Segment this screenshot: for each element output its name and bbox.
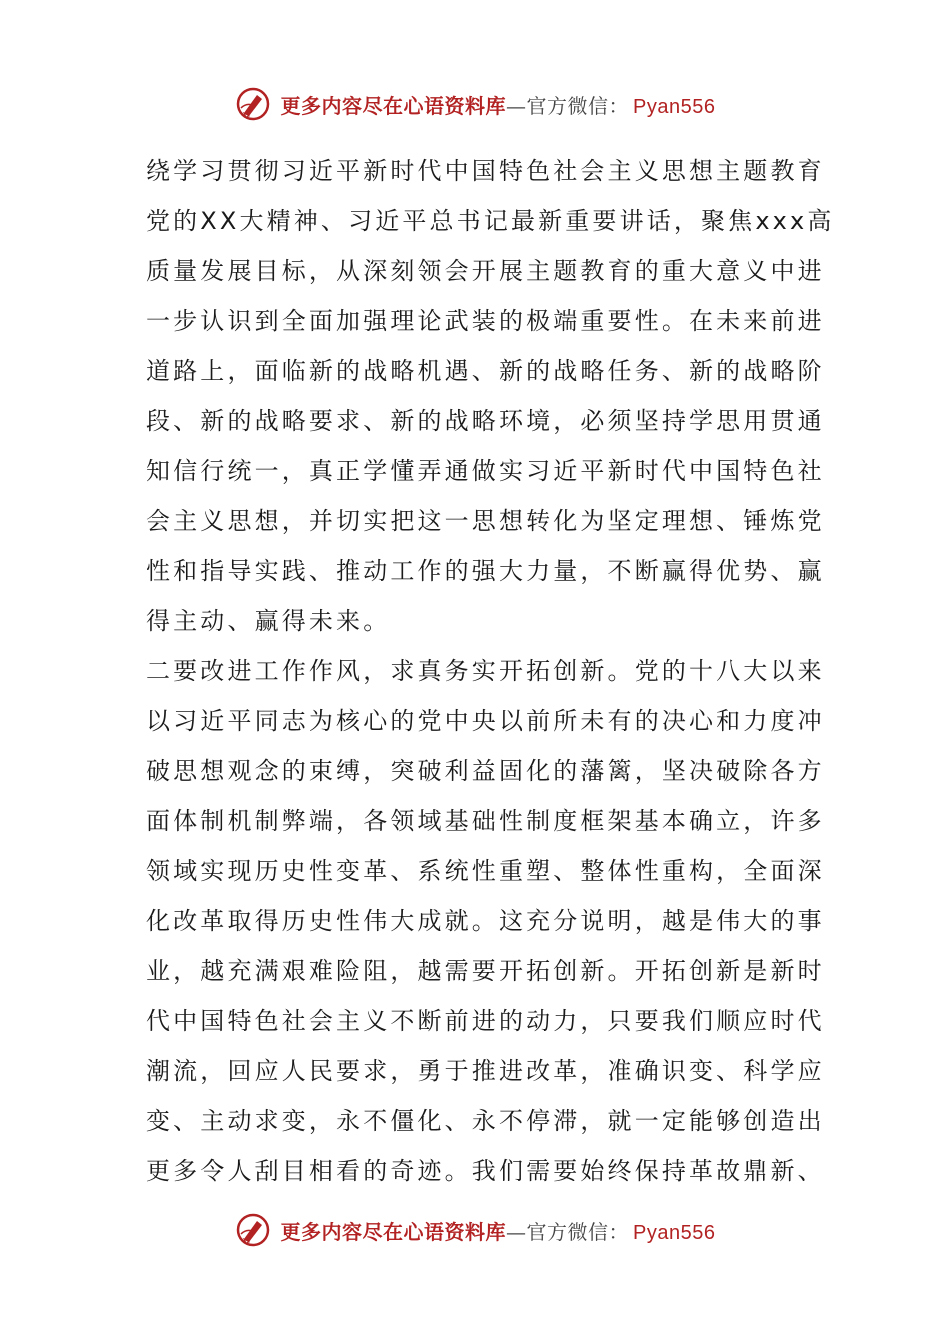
text-line: 业，越充满艰难险阻，越需要开拓创新。开拓创新是新时 bbox=[146, 957, 825, 985]
text-line: 以习近平同志为核心的党中央以前所未有的决心和力度冲 bbox=[146, 707, 825, 735]
text-line: 领域实现历史性变革、系统性重塑、整体性重构，全面深 bbox=[146, 857, 825, 885]
text-line: 绕学习贯彻习近平新时代中国特色社会主义思想主题教育 bbox=[146, 157, 825, 185]
text-line: 党的XX大精神、习近平总书记最新重要讲话，聚焦xxx高 bbox=[146, 207, 835, 235]
text-line: 段、新的战略要求、新的战略环境，必须坚持学思用贯通 bbox=[146, 407, 825, 435]
text-line: 质量发展目标，从深刻领会开展主题教育的重大意义中进 bbox=[146, 257, 825, 285]
header-brand: 更多内容尽在心语资料库 bbox=[280, 93, 507, 118]
footer-text bbox=[281, 1216, 716, 1245]
text-line: 知信行统一，真正学懂弄通做实习近平新时代中国特色社 bbox=[146, 457, 825, 485]
footer-label: —官方微信： bbox=[506, 1219, 630, 1244]
text-line: 性和指导实践、推动工作的强大力量，不断赢得优势、赢 bbox=[146, 557, 825, 585]
text-line: 化改革取得历史性伟大成就。这充分说明，越是伟大的事 bbox=[146, 907, 825, 935]
header-label: —官方微信： bbox=[506, 93, 630, 118]
header-banner bbox=[0, 82, 950, 126]
footer-brand: 更多内容尽在心语资料库 bbox=[280, 1219, 507, 1244]
text-line: 得主动、赢得未来。 bbox=[146, 607, 391, 635]
text-line: 二要改进工作作风，求真务实开拓创新。党的十八大以来 bbox=[146, 657, 825, 685]
body-text bbox=[146, 146, 835, 1196]
text-line: 破思想观念的束缚，突破利益固化的藩篱，坚决破除各方 bbox=[146, 757, 825, 785]
text-line: 会主义思想，并切实把这一思想转化为坚定理想、锤炼党 bbox=[146, 507, 825, 535]
text-line: 代中国特色社会主义不断前进的动力，只要我们顺应时代 bbox=[146, 1007, 825, 1035]
text-line: 面体制机制弊端，各领域基础性制度框架基本确立，许多 bbox=[146, 807, 825, 835]
pen-logo-icon bbox=[235, 1212, 271, 1248]
footer-banner bbox=[0, 1208, 950, 1252]
header-text bbox=[281, 90, 716, 119]
text-line: 潮流，回应人民要求，勇于推进改革，准确识变、科学应 bbox=[146, 1057, 825, 1085]
text-line: 道路上，面临新的战略机遇、新的战略任务、新的战略阶 bbox=[146, 357, 825, 385]
footer-wechat-id: Pyan556 bbox=[633, 1221, 716, 1244]
header-wechat-id: Pyan556 bbox=[633, 95, 716, 118]
text-line: 变、主动求变，永不僵化、永不停滞，就一定能够创造出 bbox=[146, 1107, 825, 1135]
text-line: 更多令人刮目相看的奇迹。我们需要始终保持革故鼎新、 bbox=[146, 1157, 825, 1185]
pen-logo-icon bbox=[235, 86, 271, 122]
text-line: 一步认识到全面加强理论武装的极端重要性。在未来前进 bbox=[146, 307, 825, 335]
